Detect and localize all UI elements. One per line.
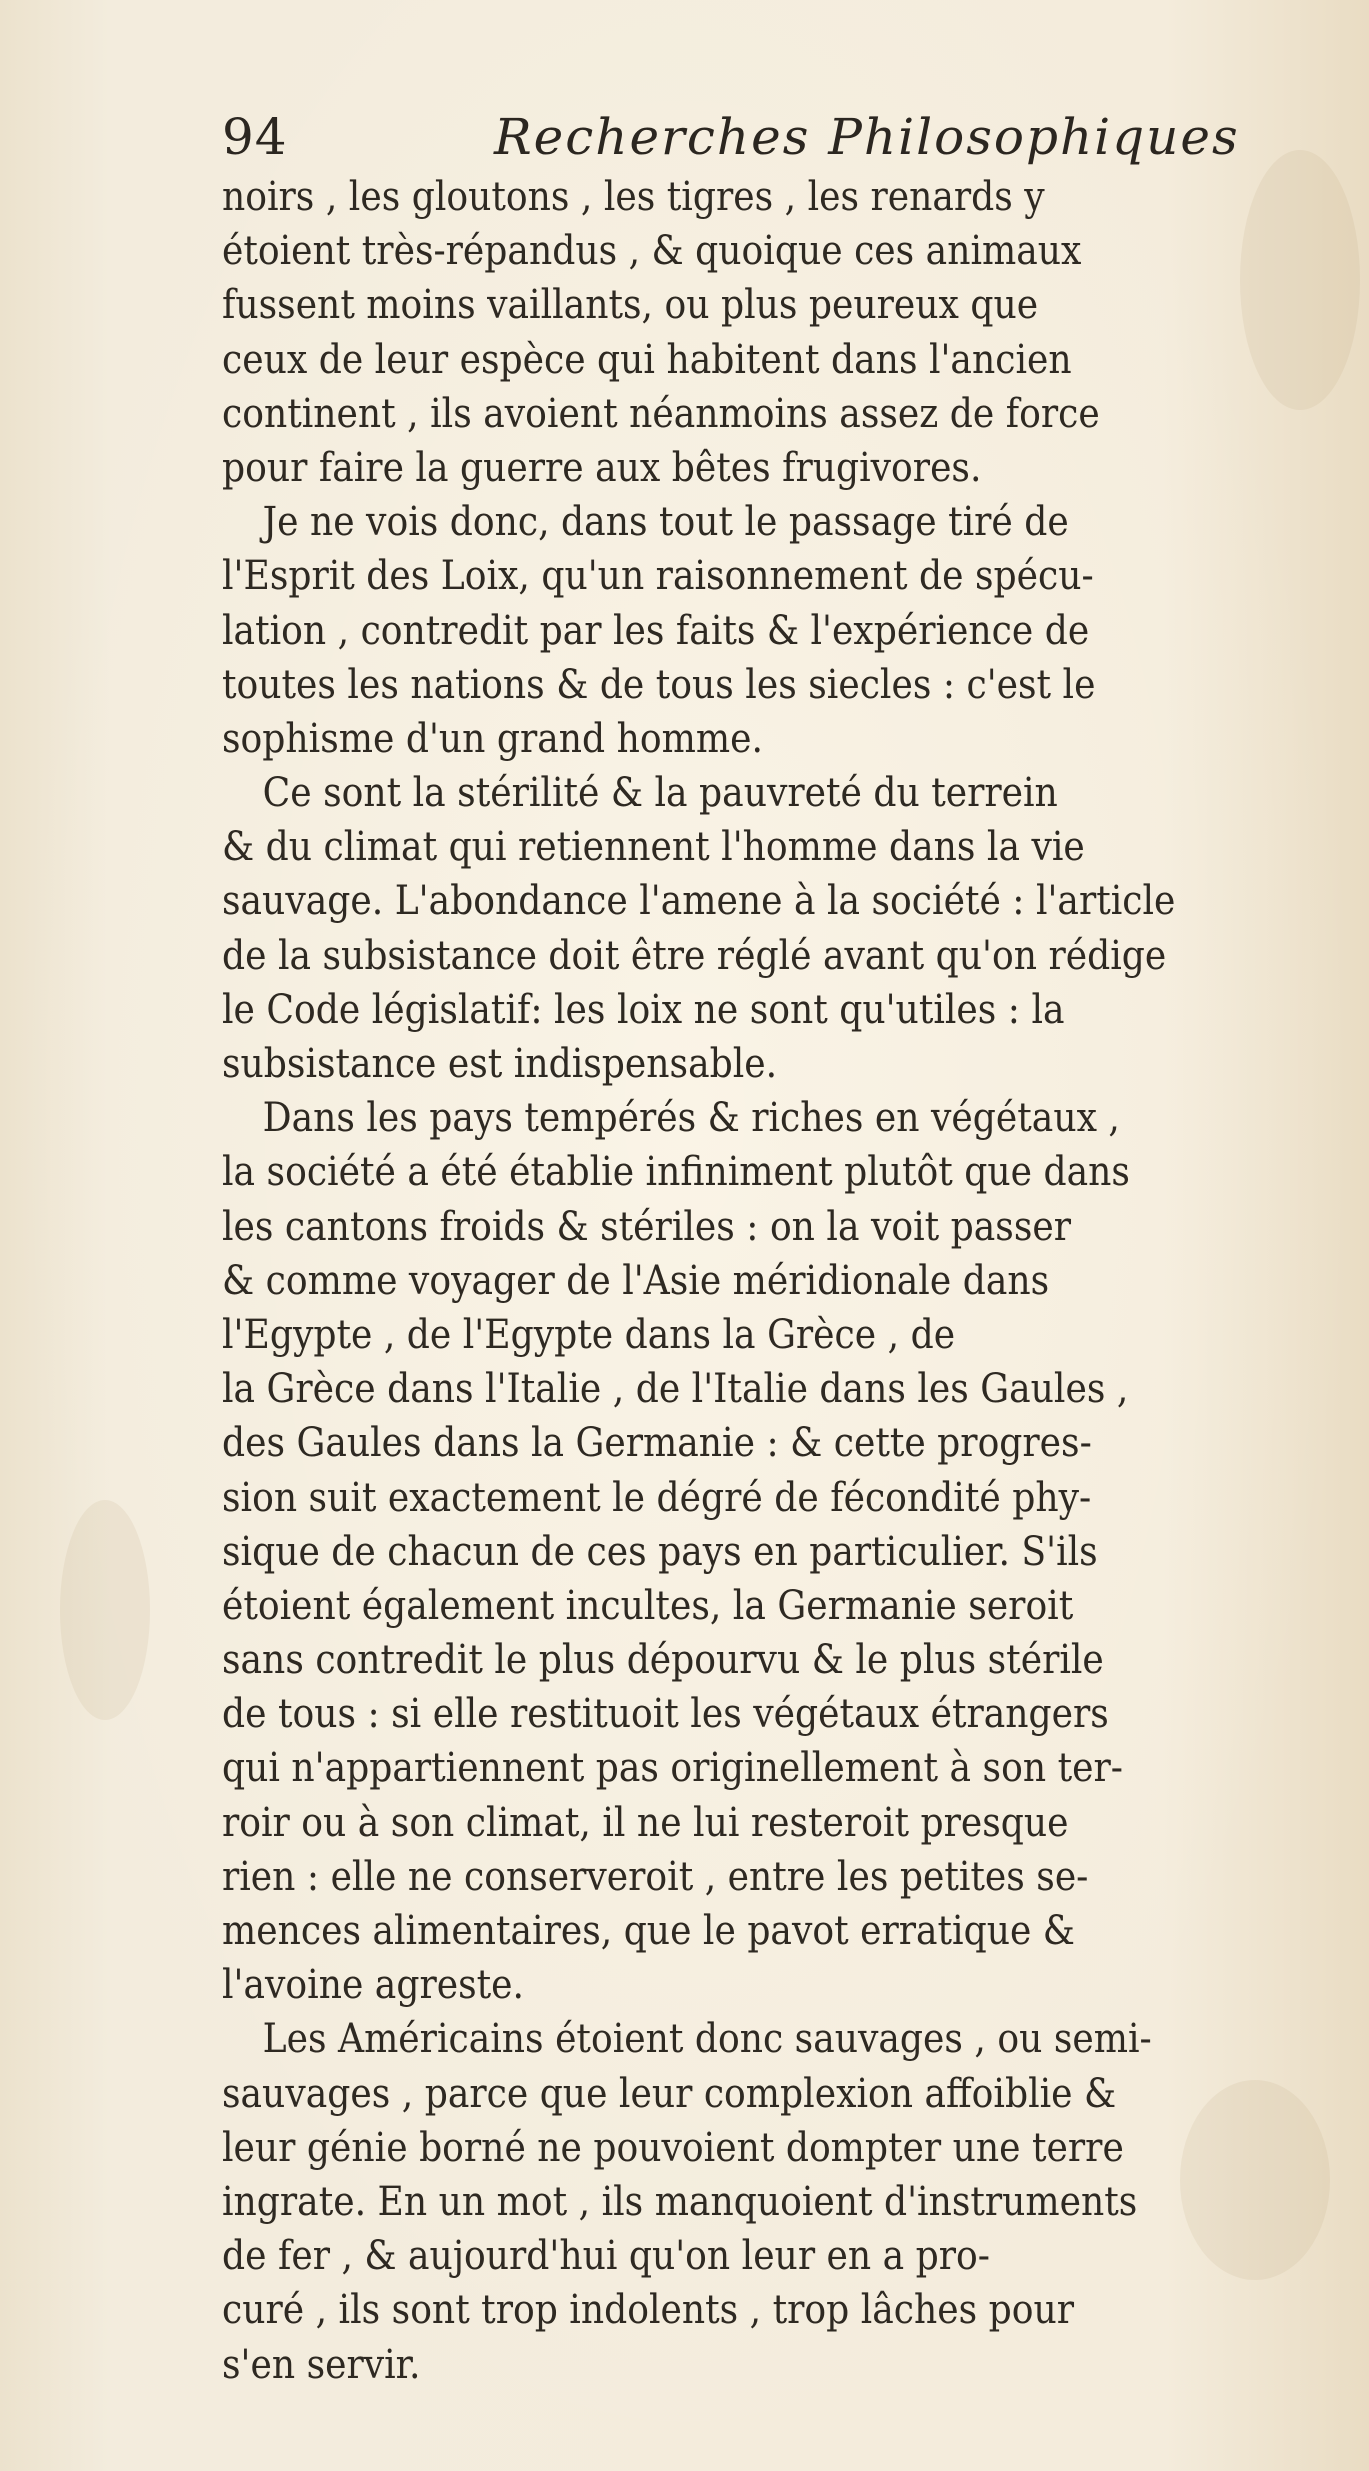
text-line: Je ne vois donc, dans tout le passage tiré de — [262, 499, 1069, 546]
text-line: pour faire la guerre aux bêtes frugivores. — [222, 444, 982, 491]
paper-stain — [60, 1500, 150, 1720]
page-number: 94 — [222, 108, 288, 166]
text-line: de tous : si elle restituoit les végétaux étrangers — [222, 1691, 1109, 1738]
text-line: ceux de leur espèce qui habitent dans l'ancien — [222, 336, 1072, 383]
text-line: l'Esprit des Loix, qu'un raisonnement de spécu- — [222, 553, 1094, 600]
text-line: la société a été établie infiniment plutôt que dans — [222, 1149, 1130, 1196]
text-line: & du climat qui retiennent l'homme dans la vie — [222, 824, 1085, 871]
text-line: leur génie borné ne pouvoient dompter une terre — [222, 2124, 1124, 2171]
text-line: l'avoine agreste. — [222, 1962, 524, 2009]
text-line: s'en servir. — [222, 2341, 421, 2388]
text-line: sans contredit le plus dépourvu & le plus stérile — [222, 1637, 1104, 1684]
text-line: sophisme d'un grand homme. — [222, 715, 763, 762]
text-line: sauvages , parce que leur complexion affoiblie & — [222, 2070, 1117, 2117]
text-line: les cantons froids & stériles : on la voit passer — [222, 1203, 1072, 1250]
text-line: mences alimentaires, que le pavot erratique & — [222, 1908, 1075, 1954]
text-line: lation , contredit par les faits & l'expérience de — [222, 607, 1090, 654]
text-line: fussent moins vaillants, ou plus peureux que — [222, 282, 1039, 329]
text-line: continent , ils avoient néanmoins assez de force — [222, 390, 1100, 437]
text-line: noirs , les gloutons , les tigres , les renards y — [222, 174, 1045, 220]
text-line: la Grèce dans l'Italie , de l'Italie dans les Gaules , — [222, 1366, 1129, 1413]
text-line: le Code législatif: les loix ne sont qu'utiles : la — [222, 986, 1065, 1033]
text-line: qui n'appartiennent pas originellement à son ter- — [222, 1745, 1123, 1792]
text-line: curé , ils sont trop indolents , trop lâches pour — [222, 2287, 1075, 2334]
text-line: rien : elle ne conserveroit , entre les petites se- — [222, 1853, 1089, 1900]
text-line: Les Américains étoient donc sauvages , ou semi- — [262, 2016, 1152, 2063]
page-header — [222, 108, 1262, 172]
text-line: subsistance est indispensable. — [222, 1041, 778, 1087]
text-line: des Gaules dans la Germanie : & cette progres- — [222, 1420, 1092, 1467]
running-title: Recherches Philosophiques — [494, 108, 1240, 166]
text-line: roir ou à son climat, il ne lui resteroit presque — [222, 1799, 1069, 1846]
text-line: Dans les pays tempérés & riches en végétaux , — [262, 1095, 1120, 1142]
text-line: de fer , & aujourd'hui qu'on leur en a pro- — [222, 2233, 991, 2280]
text-line: sique de chacun de ces pays en particulier. S'ils — [222, 1528, 1098, 1575]
text-line: étoient très-répandus , & quoique ces animaux — [222, 228, 1082, 275]
text-line: & comme voyager de l'Asie méridionale dans — [222, 1257, 1050, 1304]
body-text — [222, 170, 1369, 2392]
text-line: sauvage. L'abondance l'amene à la société : l'article — [222, 878, 1176, 925]
text-line: de la subsistance doit être réglé avant qu'on rédige — [222, 932, 1167, 979]
text-line: ingrate. En un mot , ils manquoient d'instruments — [222, 2178, 1138, 2225]
text-line: étoient également incultes, la Germanie seroit — [222, 1582, 1074, 1629]
text-line: Ce sont la stérilité & la pauvreté du terrein — [262, 770, 1058, 817]
text-line: toutes les nations & de tous les siecles : c'est le — [222, 661, 1096, 708]
text-line: l'Egypte , de l'Egypte dans la Grèce , de — [222, 1311, 956, 1358]
text-line: sion suit exactement le dégré de fécondité phy- — [222, 1474, 1092, 1521]
